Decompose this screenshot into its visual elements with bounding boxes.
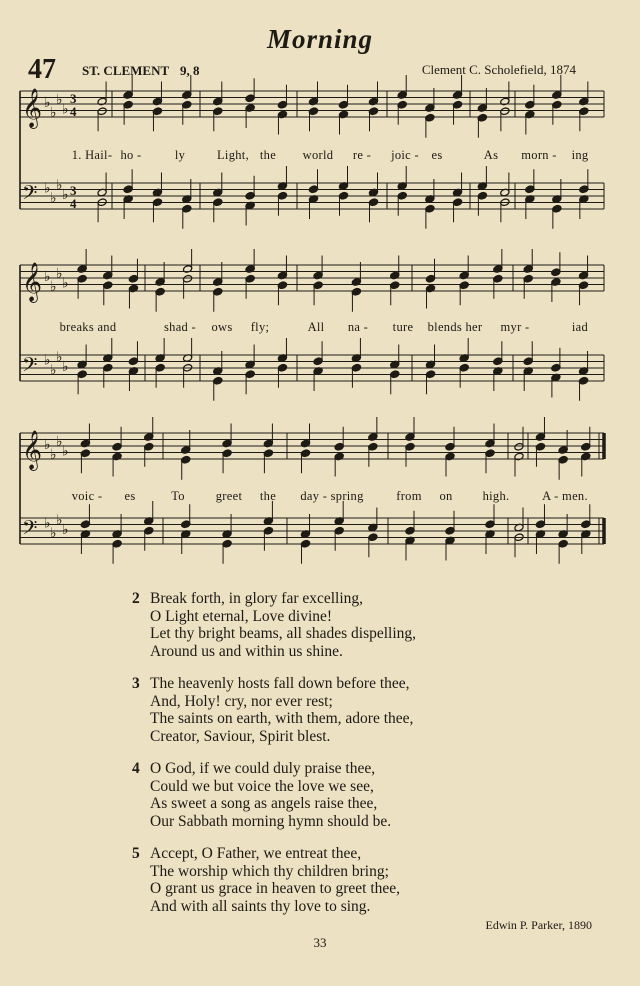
lyric-syllable: greet [215, 489, 243, 503]
verse [132, 590, 416, 660]
author-credit: Edwin P. Parker, 1890 [485, 918, 592, 932]
verse-line [132, 693, 416, 711]
bass-clef: 𝄢 [22, 181, 38, 209]
verse-text: And with all saints thy love to sing. [150, 897, 371, 915]
time-signature-numerator: 3 [70, 91, 77, 106]
meter: 9, 8 [180, 63, 200, 78]
lyric-syllable: Light, [216, 148, 250, 162]
lyric-syllable: ho - [120, 148, 142, 162]
verse-number: 3 [132, 675, 140, 692]
lyric-syllable: voic - [71, 489, 103, 503]
verse-line [132, 608, 416, 626]
verse-text: Could we but voice the love we see, [150, 777, 374, 795]
key-signature-flat: ♭ [50, 446, 57, 463]
key-signature-flat: ♭ [56, 433, 63, 450]
verse-number: 5 [132, 845, 140, 862]
lyric-syllable: myr - [500, 320, 530, 334]
lyric-syllable: es [124, 489, 136, 503]
lyric-syllable: world [302, 148, 334, 162]
key-signature-flat: ♭ [50, 190, 57, 207]
lyric-syllable: breaks and [59, 320, 117, 334]
lyric-syllable: ly [174, 148, 186, 162]
lyric-syllable: on [439, 489, 453, 503]
composer-credit: Clement C. Scholefield, 1874 [421, 62, 576, 77]
key-signature-flat: ♭ [50, 104, 57, 121]
verse-text: O God, if we could duly praise thee, [150, 760, 376, 777]
time-signature-numerator: 3 [70, 183, 77, 198]
key-signature-flat: ♭ [62, 443, 69, 460]
key-signature-flat: ♭ [56, 177, 63, 194]
lyric-syllable: All [307, 320, 325, 334]
verse-text: Around us and within us shine. [150, 642, 343, 660]
lyric-syllable: ing [571, 148, 589, 162]
lyric-syllable: the [259, 148, 277, 162]
bass-clef: 𝄢 [22, 516, 38, 544]
verse-text: As sweet a song as angels raise thee, [150, 795, 378, 812]
lyric-syllable: ture [392, 320, 414, 334]
verse-text: The heavenly hosts fall down before thee, [150, 675, 410, 692]
key-signature-flat: ♭ [50, 525, 57, 542]
lyric-syllable: iad [571, 320, 589, 334]
treble-clef: 𝄞 [22, 262, 43, 302]
verse-line [132, 880, 416, 898]
verse-number: 2 [132, 590, 140, 607]
verse [132, 675, 416, 745]
key-signature-flat: ♭ [56, 91, 63, 108]
time-signature-denominator: 4 [70, 104, 77, 119]
key-signature-flat: ♭ [44, 269, 51, 285]
verse-line [132, 813, 416, 831]
key-signature-flat: ♭ [50, 278, 57, 295]
verse-line [132, 710, 416, 728]
tune-name: ST. CLEMENT [82, 63, 170, 78]
time-signature-denominator: 4 [70, 196, 77, 211]
verse [132, 760, 416, 830]
key-signature-flat: ♭ [62, 522, 69, 538]
page-number: 33 [313, 935, 327, 950]
verse-line [132, 863, 416, 881]
lyric-syllable: high. [482, 489, 510, 503]
verse-text: Let thy bright beams, all shades dispelling, [150, 625, 417, 642]
verse-line [132, 898, 416, 916]
verses-block [132, 590, 416, 930]
verse-number: 4 [132, 760, 140, 777]
bass-clef: 𝄢 [22, 353, 38, 381]
lyric-syllable: re - [352, 148, 372, 162]
verse-line [132, 643, 416, 661]
verse-text: And, Holy! cry, nor ever rest; [150, 692, 333, 710]
treble-clef: 𝄞 [22, 88, 43, 128]
verse-line [132, 728, 416, 746]
key-signature-flat: ♭ [44, 352, 51, 369]
verse-text: Creator, Saviour, Spirit blest. [150, 727, 331, 745]
hymn-title: Morning [266, 24, 374, 54]
key-signature-flat: ♭ [56, 349, 63, 366]
verse-text: Our Sabbath morning hymn should be. [150, 812, 392, 830]
verse [132, 845, 416, 915]
lyric-syllable: day - spring [300, 489, 364, 503]
lyric-syllable: from [396, 489, 422, 503]
key-signature-flat: ♭ [44, 95, 51, 111]
verse-line [132, 795, 416, 813]
lyric-syllable: ows [211, 320, 233, 334]
lyric-syllable: fly; [250, 320, 270, 334]
key-signature-flat: ♭ [44, 180, 51, 197]
verse-text: Break forth, in glory far excelling, [150, 590, 364, 607]
key-signature-flat: ♭ [50, 362, 57, 379]
lyric-syllable: morn - [521, 148, 557, 162]
lyric-syllable: shad - [163, 320, 197, 334]
lyric-syllable: the [259, 489, 277, 503]
lyric-syllable: blends her [427, 320, 483, 334]
lyric-syllable: na - [347, 320, 369, 334]
lyric-syllable: A - men. [542, 489, 588, 503]
key-signature-flat: ♭ [62, 101, 69, 118]
lyric-syllable: As [483, 148, 499, 162]
key-signature-flat: ♭ [56, 265, 63, 282]
key-signature-flat: ♭ [62, 359, 69, 375]
hymn-number: 47 [28, 54, 56, 85]
key-signature-flat: ♭ [44, 515, 51, 532]
key-signature-flat: ♭ [62, 275, 69, 292]
verse-text: The saints on earth, with them, adore thee, [150, 710, 414, 727]
key-signature-flat: ♭ [56, 512, 63, 529]
verse-text: O Light eternal, Love divine! [150, 607, 333, 625]
verse-text: Accept, O Father, we entreat thee, [150, 845, 362, 862]
verse-line [132, 675, 416, 693]
verse-line [132, 778, 416, 796]
verse-line [132, 845, 416, 863]
lyric-syllable: joic - [391, 148, 419, 162]
lyric-syllable: To [171, 489, 185, 503]
key-signature-flat: ♭ [44, 437, 51, 453]
verse-line [132, 760, 416, 778]
verse-line [132, 590, 416, 608]
verse-text: The worship which thy children bring; [150, 862, 389, 880]
verse-text: O grant us grace in heaven to greet thee, [150, 880, 401, 897]
lyric-syllable: es [431, 148, 443, 162]
verse-line [132, 625, 416, 643]
key-signature-flat: ♭ [62, 187, 69, 203]
treble-clef: 𝄞 [22, 430, 43, 470]
lyric-syllable: 1. Hail- [71, 148, 113, 162]
